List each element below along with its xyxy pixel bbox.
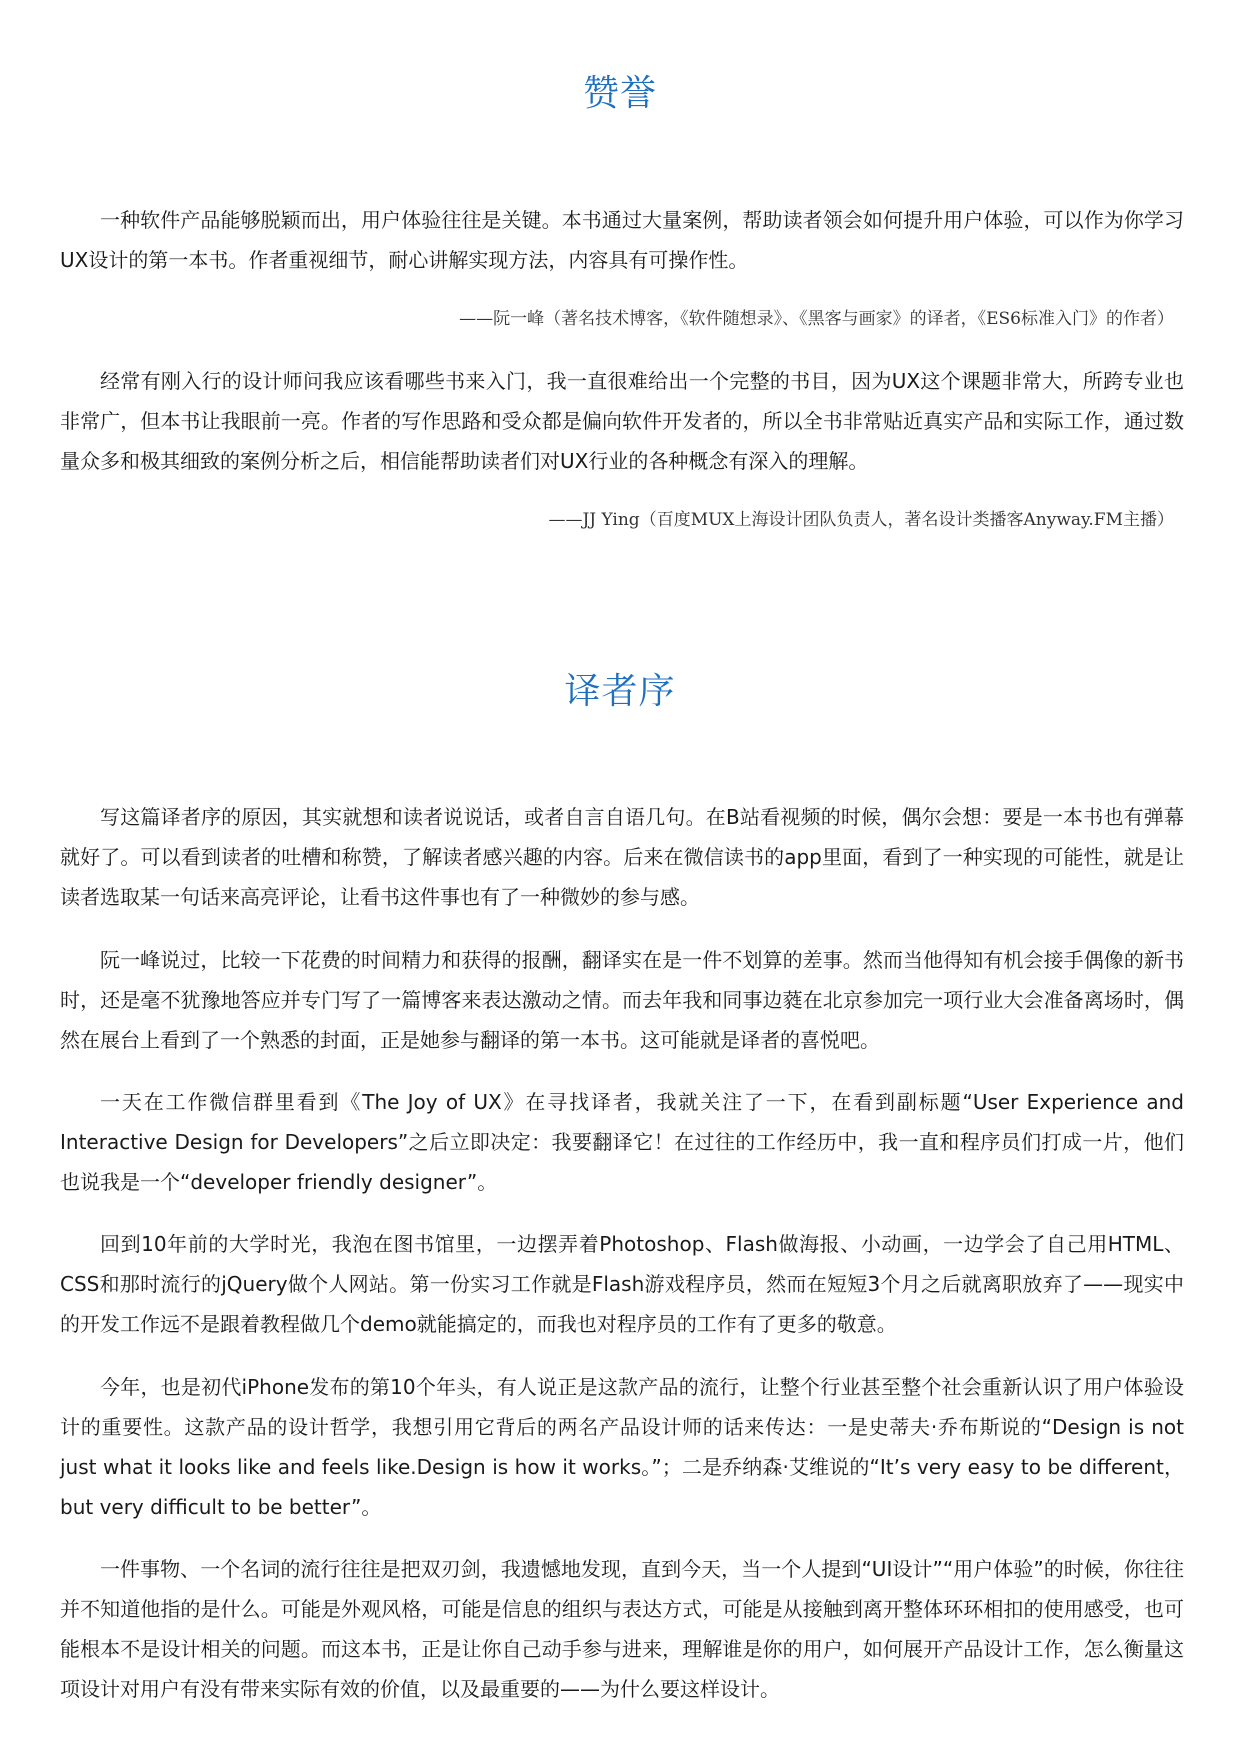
preface-paragraph: 一件事物、一个名词的流行往往是把双刃剑，我遗憾地发现，直到今天，当一个人提到“UI设计”“用户体验”的时候，你往往并不知道他指的是什么。可能是外观风格，可能是信息的组织与表达方式，可能是从接触到离开整体环环相扣的使用感受，也可能根本不是设计相关的问题。而这本书，正是让你自己动手参与进来，理解谁是你的用户，如何展开产品设计工作，怎么衡量这项设计对用户有没有带来实际有效的价值，以及最重要的——为什么要这样设计。	[60, 1557, 1184, 1701]
preface-paragraph: 今年，也是初代iPhone发布的第10个年头，有人说正是这款产品的流行，让整个行业甚至整个社会重新认识了用户体验设计的重要性。这款产品的设计哲学，我想引用它背后的两名产品设计师的话来传达：一是史蒂夫·乔布斯说的“Design is not just what it looks like and feels like.Design is how it works。”；二是乔纳森·艾维说的“It’s very easy to be different，but very difficult to be better”。	[60, 1375, 1184, 1519]
preface-paragraph: 一天在工作微信群里看到《The Joy of UX》在寻找译者，我就关注了一下，在看到副标题“User Experience and Interactive Design for Developers”之后立即决定：我要翻译它！在过往的工作经历中，我一直和程序员们打成一片，他们也说我是一个“developer friendly designer”。	[60, 1090, 1184, 1194]
praise-quote-ruan: 一种软件产品能够脱颖而出，用户体验往往是关键。本书通过大量案例，帮助读者领会如何提升用户体验，可以作为你学习UX设计的第一本书。作者重视细节，耐心讲解实现方法，内容具有可操作性。	[60, 208, 1184, 272]
preface-heading: 译者序	[564, 671, 676, 712]
preface-paragraph: 写这篇译者序的原因，其实就想和读者说说话，或者自言自语几句。在B站看视频的时候，偶尔会想：要是一本书也有弹幕就好了。可以看到读者的吐槽和称赞，了解读者感兴趣的内容。后来在微信读书的app里面，看到了一种实现的可能性，就是让读者选取某一句话来高亮评论，让看书这件事也有了一种微妙的参与感。	[60, 805, 1184, 909]
preface-paragraph: 回到10年前的大学时光，我泡在图书馆里，一边摆弄着Photoshop、Flash做海报、小动画，一边学会了自己用HTML、CSS和那时流行的jQuery做个人网站。第一份实习工作就是Flash游戏程序员，然而在短短3个月之后就离职放弃了——现实中的开发工作远不是跟着教程做几个demo就能搞定的，而我也对程序员的工作有了更多的敬意。	[60, 1232, 1184, 1336]
praise-quote-jjying: 经常有刚入行的设计师问我应该看哪些书来入门，我一直很难给出一个完整的书目，因为UX这个课题非常大，所跨专业也非常广，但本书让我眼前一亮。作者的写作思路和受众都是偏向软件开发者的，所以全书非常贴近真实产品和实际工作，通过数量众多和极其细致的案例分析之后，相信能帮助读者们对UX行业的各种概念有深入的理解。	[60, 369, 1184, 473]
preface-paragraph: 阮一峰说过，比较一下花费的时间精力和获得的报酬，翻译实在是一件不划算的差事。然而当他得知有机会接手偶像的新书时，还是毫不犹豫地答应并专门写了一篇博客来表达激动之情。而去年我和同事边蕤在北京参加完一项行业大会准备离场时，偶然在展台上看到了一个熟悉的封面，正是她参与翻译的第一本书。这可能就是译者的喜悦吧。	[60, 948, 1184, 1052]
praise-attribution-jjying: ——JJ Ying（百度MUX上海设计团队负责人，著名设计类播客Anyway.FM主播）	[548, 510, 1174, 530]
praise-attribution-ruan: ——阮一峰（著名技术博客，《软件随想录》、《黑客与画家》的译者，《ES6标准入门》的作者）	[459, 309, 1174, 329]
praise-heading: 赞誉	[582, 73, 657, 114]
